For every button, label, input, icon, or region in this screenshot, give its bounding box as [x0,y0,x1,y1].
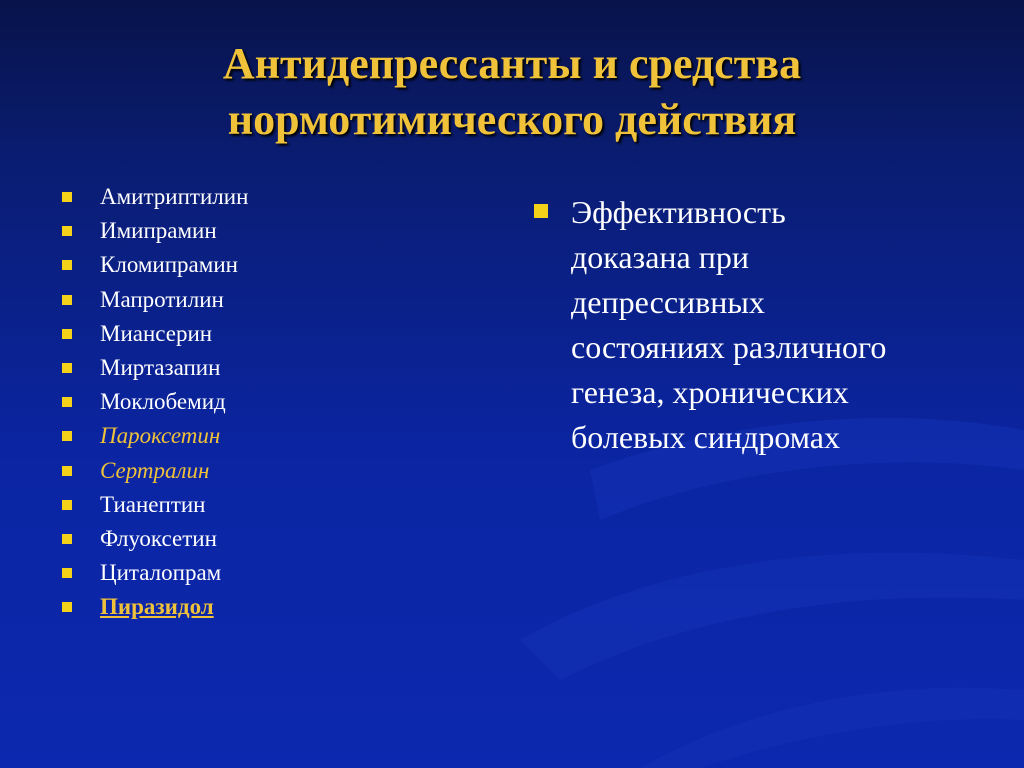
effectiveness-line-2: доказана при [571,239,749,275]
list-item [62,454,248,488]
slide-title [60,36,964,148]
drug-name: Пароксетин [100,423,221,449]
list-item [62,556,248,590]
drug-list [62,180,248,624]
square-bullet-icon [62,397,72,407]
drug-name: Амитриптилин [100,184,249,210]
effectiveness-line-5: генеза, хронических [571,374,849,410]
list-item [62,317,248,351]
list-item [62,419,248,453]
drug-name: Миртазапин [100,355,221,381]
square-bullet-icon [62,534,72,544]
drug-name: Тианептин [100,491,206,517]
square-bullet-icon [62,226,72,236]
square-bullet-icon [62,295,72,305]
square-bullet-icon [62,260,72,270]
square-bullet-icon [62,363,72,373]
square-bullet-icon [62,431,72,441]
square-bullet-icon [62,466,72,476]
list-item [62,283,248,317]
title-line-1: Антидепрессанты и средства [222,39,802,88]
list-item [62,385,248,419]
effectiveness-line-6: болевых синдромах [571,419,840,455]
effectiveness-line-1: Эффективность [571,194,786,230]
effectiveness-line-3: депрессивных [571,284,765,320]
drug-name: Имипрамин [100,218,217,244]
list-item [62,180,248,214]
square-bullet-icon [62,329,72,339]
effectiveness-text [571,190,981,460]
title-line-2: нормотимического действия [227,95,797,144]
square-bullet-icon [534,204,548,218]
drug-name: Миансерин [100,320,213,346]
square-bullet-icon [62,500,72,510]
drug-name: Флуоксетин [100,525,217,551]
list-item [62,351,248,385]
drug-name: Пиразидол [100,594,214,620]
square-bullet-icon [62,602,72,612]
drug-name: Сертралин [100,457,210,483]
list-item [62,488,248,522]
list-item [62,214,248,248]
drug-name: Мапротилин [100,286,224,312]
list-item [62,522,248,556]
square-bullet-icon [62,192,72,202]
drug-name: Моклобемид [100,389,226,415]
list-item [62,590,248,624]
drug-name: Кломипрамин [100,252,238,278]
drug-name: Циталопрам [100,560,222,586]
effectiveness-line-4: состояниях различного [571,329,887,365]
square-bullet-icon [62,568,72,578]
list-item [62,248,248,282]
